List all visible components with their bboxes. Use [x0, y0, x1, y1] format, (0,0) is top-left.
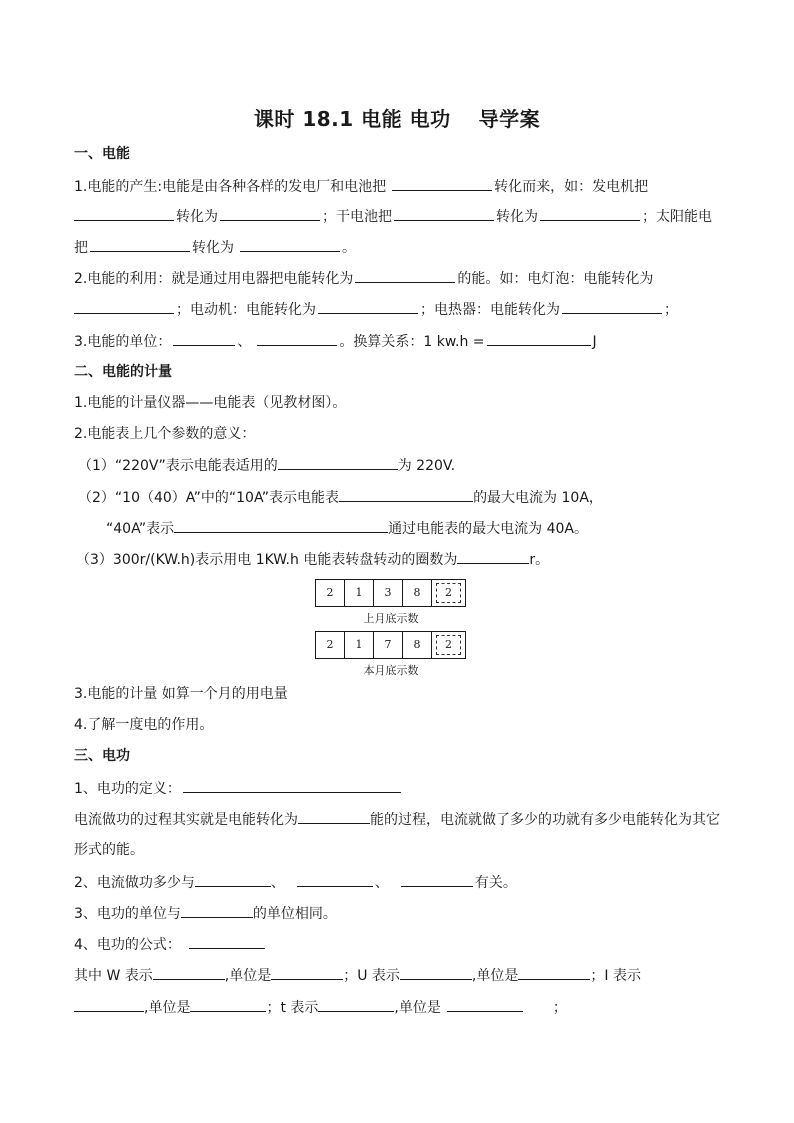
- page-title: 课时 18.1 电能 电功 导学案: [253, 107, 541, 131]
- paragraph-line: 4.了解一度电的作用。: [74, 717, 214, 733]
- fill-blank[interactable]: [278, 455, 398, 470]
- fill-blank[interactable]: [240, 237, 340, 252]
- fill-blank[interactable]: [74, 206, 174, 221]
- fill-blank[interactable]: [540, 206, 640, 221]
- fill-blank[interactable]: [195, 872, 271, 887]
- fill-blank[interactable]: [74, 299, 174, 314]
- section-heading-electric-work: 三、电功: [74, 748, 130, 764]
- fill-blank[interactable]: [271, 965, 343, 980]
- section-heading-electric-energy: 一、电能: [74, 146, 130, 162]
- paragraph-line: 2.电能的利用：就是通过用电器把电能转化为 的能。如：电灯泡：电能转化为: [74, 268, 653, 289]
- fill-blank[interactable]: [220, 206, 320, 221]
- paragraph-line: 1.电能的产生:电能是由各种各样的发电厂和电池把 转化而来，如：发电机把: [74, 176, 648, 197]
- meter-digit: 3: [374, 580, 403, 606]
- paragraph-line: 2.电能表上几个参数的意义：: [74, 426, 256, 442]
- fill-blank[interactable]: [562, 299, 662, 314]
- paragraph-line: （3）300r/(KW.h)表示用电 1KW.h 电能表转盘转动的圈数为 r。: [76, 549, 549, 570]
- fill-blank[interactable]: [401, 872, 473, 887]
- paragraph-line: ,单位是 ；t 表示 ,单位是 ；: [74, 997, 567, 1018]
- fill-blank[interactable]: [447, 997, 523, 1012]
- meter-caption: 本月底示数: [363, 664, 419, 677]
- meter-reading-this-month: [315, 631, 466, 659]
- paragraph-line: （2）“10（40）A”中的“10A”表示电能表 的最大电流为 10A，: [78, 487, 603, 508]
- fill-blank[interactable]: [355, 268, 455, 283]
- meter-digit: 2: [316, 632, 345, 658]
- meter-caption: 上月底示数: [363, 612, 419, 625]
- fill-blank[interactable]: [318, 997, 394, 1012]
- fill-blank[interactable]: [181, 903, 253, 918]
- fill-blank[interactable]: [400, 965, 472, 980]
- paragraph-line: 把 转化为 。: [74, 237, 356, 258]
- fill-blank[interactable]: [190, 997, 266, 1012]
- fill-blank[interactable]: [257, 331, 337, 346]
- fill-blank[interactable]: [392, 176, 492, 191]
- paragraph-line: “40A”表示 通过电能表的最大电流为 40A。: [106, 518, 588, 539]
- paragraph-line: ；电动机：电能转化为 ；电热器：电能转化为 ；: [74, 299, 678, 320]
- meter-reading-last-month: [315, 579, 466, 607]
- fill-blank[interactable]: [297, 872, 373, 887]
- fill-blank[interactable]: [318, 299, 418, 314]
- paragraph-line: 3.电能的计量 如算一个月的用电量: [74, 686, 288, 702]
- fill-blank[interactable]: [518, 965, 590, 980]
- meter-decimal-digit: 2: [432, 580, 465, 606]
- paragraph-line: 3.电能的单位： 、 。换算关系：1 kw.h = J: [74, 331, 597, 352]
- paragraph-line: 4、电功的公式：: [74, 934, 267, 955]
- paragraph-line: 转化为 ；干电池把 转化为 ；太阳能电: [74, 206, 712, 227]
- meter-digit: 8: [403, 632, 432, 658]
- section-heading-energy-metering: 二、电能的计量: [74, 364, 172, 380]
- paragraph-line: 形式的能。: [74, 842, 144, 858]
- paragraph-line: 其中 W 表示 ,单位是 ；U 表示 ,单位是 ；I 表示: [74, 965, 641, 986]
- fill-blank[interactable]: [90, 237, 190, 252]
- fill-blank[interactable]: [183, 778, 401, 793]
- paragraph-line: 1、电功的定义：: [74, 778, 403, 799]
- paragraph-line: 3、电功的单位与 的单位相同。: [74, 903, 337, 924]
- fill-blank[interactable]: [189, 934, 265, 949]
- fill-blank[interactable]: [457, 549, 529, 564]
- paragraph-line: 电流做功的过程其实就是电能转化为 能的过程，电流就做了多少的功就有多少电能转化为其它: [74, 809, 720, 830]
- meter-digit: 1: [345, 632, 374, 658]
- meter-digit: 8: [403, 580, 432, 606]
- fill-blank[interactable]: [153, 965, 225, 980]
- fill-blank[interactable]: [74, 997, 144, 1012]
- paragraph-line: 2、电流做功多少与 、 、 有关。: [74, 872, 517, 893]
- fill-blank[interactable]: [487, 331, 591, 346]
- paragraph-line: 1.电能的计量仪器——电能表（见教材图）。: [74, 395, 347, 411]
- fill-blank[interactable]: [173, 331, 235, 346]
- fill-blank[interactable]: [174, 518, 388, 533]
- meter-decimal-digit: 2: [432, 632, 465, 658]
- fill-blank[interactable]: [394, 206, 494, 221]
- paragraph-line: （1）“220V”表示电能表适用的 为 220V.: [78, 455, 455, 476]
- meter-digit: 1: [345, 580, 374, 606]
- fill-blank[interactable]: [298, 809, 370, 824]
- meter-digit: 2: [316, 580, 345, 606]
- fill-blank[interactable]: [339, 487, 473, 502]
- meter-digit: 7: [374, 632, 403, 658]
